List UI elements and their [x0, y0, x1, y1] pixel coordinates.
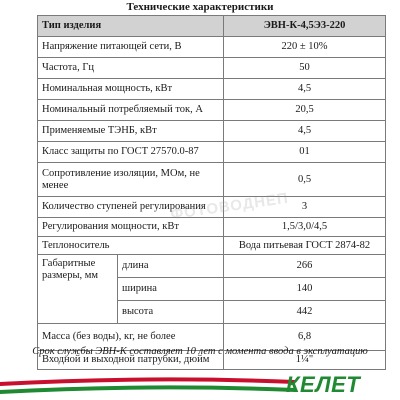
header-cell-type: Тип изделия: [38, 16, 224, 37]
service-life-note: Срок службы ЭВН-К составляет 10 лет с момента ввода в эксплуатацию: [32, 346, 368, 357]
table-header-row: [38, 16, 386, 37]
table-row-dimension: [38, 255, 386, 278]
row-value: 6,8: [224, 324, 386, 351]
row-value: 20,5: [224, 100, 386, 121]
row-label: Регулирования мощности, кВт: [38, 218, 224, 237]
table-row: [38, 218, 386, 237]
green-stripe: [0, 385, 295, 394]
watermark: ФОТОВОДНЕП: [169, 189, 290, 224]
row-label: Количество ступеней регулирования: [38, 197, 224, 218]
table-row: [38, 163, 386, 197]
table-row: [38, 100, 386, 121]
row-label: Номинальный потребляемый ток, А: [38, 100, 224, 121]
spec-table: [37, 15, 386, 370]
row-label: Масса (без воды), кг, не более: [38, 324, 224, 351]
row-value: Вода питьевая ГОСТ 2874-82: [224, 237, 386, 255]
row-label: Сопротивление изоляции, МОм, не менее: [38, 163, 224, 197]
table-row: [38, 37, 386, 58]
header-cell-model: ЭВН-К-4,5Э3-220: [224, 16, 386, 37]
table-row: [38, 79, 386, 100]
dimensions-label: Габаритные размеры, мм: [38, 255, 118, 324]
dimension-label: ширина: [118, 278, 224, 301]
dimension-value: 442: [224, 301, 386, 324]
dimension-value: 140: [224, 278, 386, 301]
page-title: Технические характеристики: [126, 1, 274, 13]
table-row: [38, 237, 386, 255]
red-stripe: [0, 377, 295, 386]
row-label: Теплоноситель: [38, 237, 224, 255]
row-label: Напряжение питающей сети, В: [38, 37, 224, 58]
table-row: [38, 58, 386, 79]
dimension-value: 266: [224, 255, 386, 278]
row-label: Применяемые ТЭНБ, кВт: [38, 121, 224, 142]
table-row: [38, 121, 386, 142]
row-label: Частота, Гц: [38, 58, 224, 79]
row-value: 220 ± 10%: [224, 37, 386, 58]
brand-logo: КЕЛЕТ: [286, 372, 361, 397]
row-value: 4,5: [224, 79, 386, 100]
row-value: 1¼": [224, 351, 386, 370]
dimension-label: длина: [118, 255, 224, 278]
dimension-label: высота: [118, 301, 224, 324]
row-label: Класс защиты по ГОСТ 27570.0-87: [38, 142, 224, 163]
row-value: 0,5: [224, 163, 386, 197]
row-value: 01: [224, 142, 386, 163]
table-row: [38, 142, 386, 163]
row-label: Входной и выходной патрубки, дюйм: [38, 351, 224, 370]
row-value: 3: [224, 197, 386, 218]
row-value: 1,5/3,0/4,5: [224, 218, 386, 237]
row-value: 50: [224, 58, 386, 79]
row-value: 4,5: [224, 121, 386, 142]
row-label: Номинальная мощность, кВт: [38, 79, 224, 100]
